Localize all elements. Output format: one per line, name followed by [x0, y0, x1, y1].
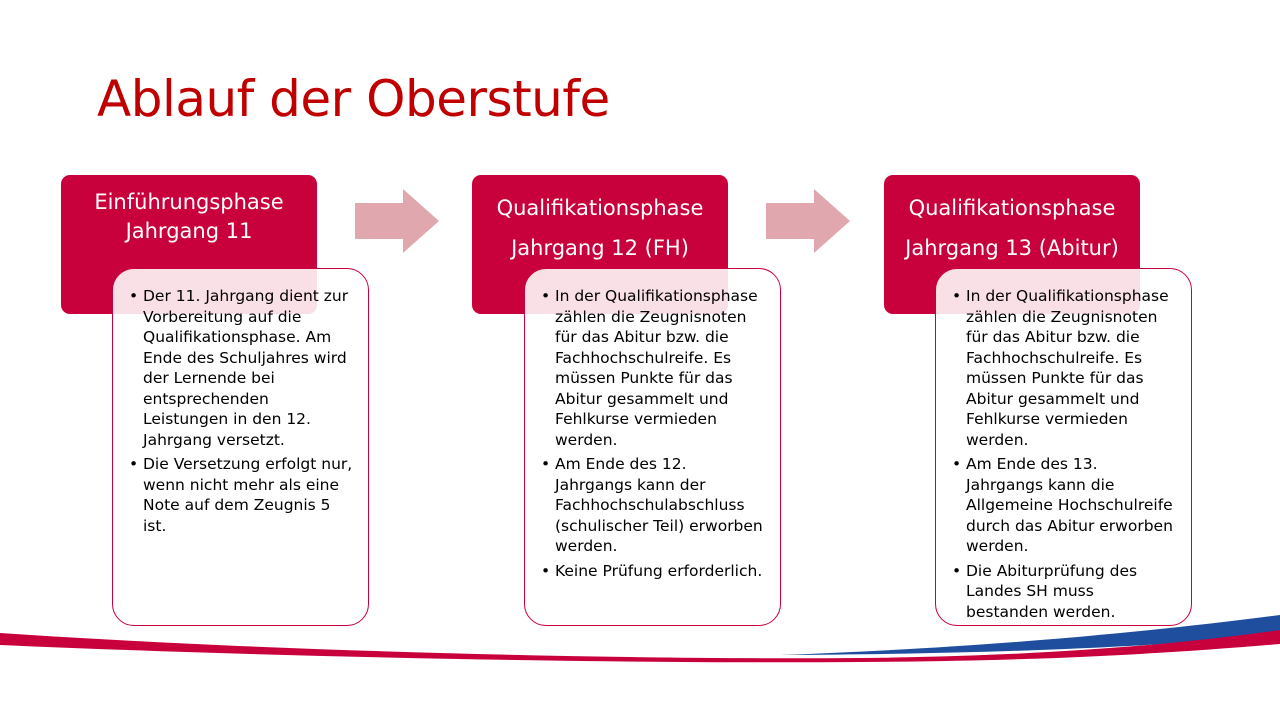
bullet-text: Die Abiturprüfung des Landes SH muss bestanden werden.	[966, 561, 1138, 621]
bullet-text: In der Qualifikationsphase zählen die Zeugnisnoten für das Abitur bzw. die Fachhochschulreife. Es müssen Punkte für das Abitur gesammelt und Fehlkurse vermieden werden.	[555, 287, 758, 449]
bullet-text: Am Ende des 13. Jahrgangs kann die Allgemeine Hochschulreife durch das Abitur erworben werden.	[966, 455, 1173, 555]
slide-title: Ablauf der Oberstufe	[97, 70, 610, 128]
bullet-list	[541, 286, 766, 581]
bullet-text: Am Ende des 12. Jahrgangs kann der Fachhochschulabschluss (schulischer Teil) erworben werden.	[555, 455, 763, 555]
phase-header-title: Qualifikationsphase	[908, 196, 1116, 220]
bullet-icon: •	[541, 287, 551, 305]
bullet-item	[952, 286, 1177, 450]
bullet-item	[541, 454, 766, 557]
phase-header-subtitle: Jahrgang 12 (FH)	[511, 236, 689, 260]
bullet-text: In der Qualifikationsphase zählen die Zeugnisnoten für das Abitur bzw. die Fachhochschulreife. Es müssen Punkte für das Abitur gesammelt und Fehlkurse vermieden werden.	[966, 287, 1169, 449]
bullet-item	[952, 454, 1177, 557]
phase-header-subtitle: Jahrgang 13 (Abitur)	[905, 236, 1119, 260]
bullet-icon: •	[129, 287, 139, 305]
bullet-text: Die Versetzung erfolgt nur, wenn nicht mehr als eine Note auf dem Zeugnis 5 ist.	[143, 455, 353, 535]
phase-header-title: Qualifikationsphase	[496, 196, 704, 220]
bullet-text: Der 11. Jahrgang dient zur Vorbereitung auf die Qualifikationsphase. Am Ende des Schuljahres wird der Lernende bei entsprechenden Leistungen in den 12. Jahrgang versetzt.	[143, 287, 349, 449]
bullet-list	[129, 286, 354, 536]
arrow-right-icon	[766, 189, 850, 253]
bullet-icon: •	[541, 455, 551, 473]
bullet-item	[129, 454, 354, 536]
footer-swoosh	[0, 560, 1280, 720]
bullet-item	[541, 286, 766, 450]
phase-header-title: Einführungsphase	[94, 190, 284, 214]
arrow-right-icon	[355, 189, 439, 253]
bullet-item	[129, 286, 354, 450]
bullet-icon: •	[952, 561, 962, 580]
phase-header-subtitle: Jahrgang 11	[125, 219, 253, 243]
bullet-icon: •	[541, 561, 551, 580]
bullet-text: Keine Prüfung erforderlich.	[555, 561, 763, 580]
bullet-icon: •	[129, 455, 139, 473]
bullet-icon: •	[952, 287, 962, 305]
bullet-icon: •	[952, 455, 962, 473]
